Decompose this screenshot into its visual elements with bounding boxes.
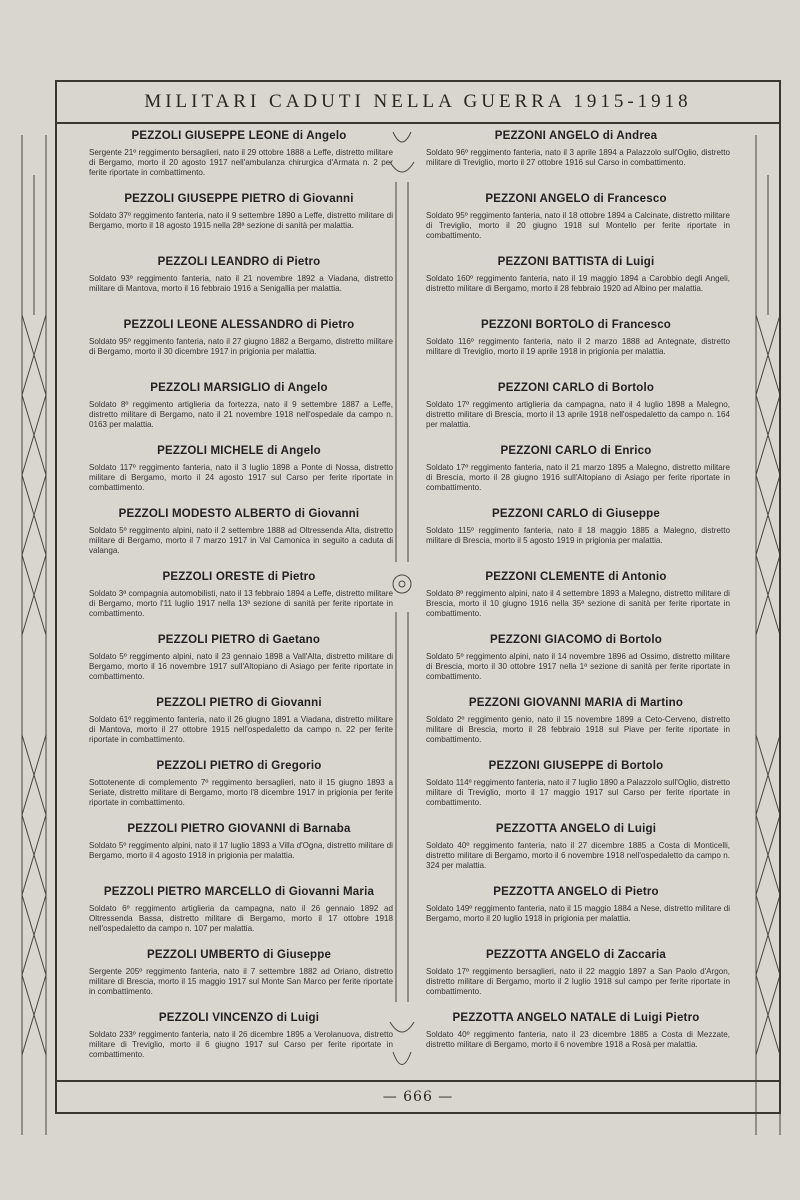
entry [85,193,393,256]
entry [85,130,393,193]
footer-band [57,1080,779,1112]
entry-name: PEZZOTTA ANGELO di Pietro [493,886,659,898]
page-frame [55,80,781,1114]
entry [422,823,730,886]
entry-name: PEZZONI BATTISTA di Luigi [497,256,655,268]
entry-text: Sergente 205º reggimento fanteria, nato il 7 settembre 1882 ad Oriano, distretto militare di Brescia, morto il 15 maggio 1917 sul Monte San Marco per ferite riportate in combattimento. [89,967,393,996]
entry-text: Soldato 17º reggimento artiglieria da campagna, nato il 4 luglio 1898 a Malegno, distretto militare di Brescia, morto il 13 aprile 1918 nell'ospedaletto da campo n. 164 per malattia. [426,400,730,429]
entry-name: PEZZONI GIOVANNI MARIA di Martino [468,697,684,709]
entry-name: PEZZOLI PIETRO di Gaetano [157,634,321,646]
entry [85,634,393,697]
entry-name: PEZZOLI LEANDRO di Pietro [157,256,321,268]
entry-text: Soldato 2º reggimento genio, nato il 15 novembre 1899 a Ceto-Cerveno, distretto militare di Brescia, morto il 28 febbraio 1918 sul Piave per ferite riportate in combattimento. [426,715,730,744]
entry-text: Soldato 95º reggimento fanteria, nato il 27 giugno 1882 a Bergamo, distretto militare di Bergamo, morto il 30 dicembre 1917 in prigionia per malattia. [89,337,393,356]
entry [422,949,730,1012]
entry-text: Soldato 8º reggimento artiglieria da fortezza, nato il 9 settembre 1887 a Leffe, distretto militare di Bergamo, nato il 21 novembre 1918 nell'ospedale da campo n. 0163 per malattia. [89,400,393,429]
entry [422,256,730,319]
page-number: — 666 — [382,1089,454,1105]
entry [422,382,730,445]
entry-name: PEZZOTTA ANGELO NATALE di Luigi Pietro [452,1012,700,1024]
header-band [57,82,779,124]
entry-text: Soldato 40º reggimento fanteria, nato il 23 dicembre 1885 a Costa di Mezzate, distretto militare di Bergamo, morto il 6 novembre 1918 a Rosà per malattia. [426,1030,730,1049]
entry-text: Soldato 115º reggimento fanteria, nato il 18 maggio 1885 a Malegno, distretto militare di Brescia, morto il 5 agosto 1919 in prigionia per malattia. [426,526,730,545]
entry-text: Soldato 6º reggimento artiglieria da campagna, nato il 26 gennaio 1892 ad Oltressenda Bassa, distretto militare di Bergamo, morto il 17 ottobre 1918 nell'ospedaletto da campo n. 107 per malattia. [89,904,393,933]
entry-name: PEZZOLI ORESTE di Pietro [162,571,316,583]
entry-name: PEZZOLI PIETRO GIOVANNI di Barnaba [127,823,351,835]
entry-text: Soldato 114º reggimento fanteria, nato il 7 luglio 1890 a Palazzolo sull'Oglio, distretto militare di Treviglio, morto il 17 maggio 1917 sul Carso per ferite riportate in combattimento. [426,778,731,807]
entry-text: Soldato 17º reggimento bersaglieri, nato il 22 maggio 1897 a San Paolo d'Argon, distretto militare di Bergamo, morto il 2 luglio 1918 sul campo per ferite riportate in combattimento. [426,967,730,996]
entry-text: Soldato 40º reggimento fanteria, nato il 27 dicembre 1885 a Costa di Monticelli, distretto militare di Bergamo, morto il 6 novembre 1918 nell'ospedaletto da campo n. 324 per malattia. [426,841,730,870]
left-border-ornament [14,135,54,1135]
entry-name: PEZZOLI MICHELE di Angelo [157,445,321,457]
entry-text: Soldato 17º reggimento fanteria, nato il 21 marzo 1895 a Malegno, distretto militare di Brescia, morto il 28 giugno 1916 sull'Altopiano di Asiago per ferite riportate in combattimento. [426,463,730,492]
entry-text: Soldato 117º reggimento fanteria, nato il 3 luglio 1898 a Ponte di Nossa, distretto militare di Bergamo, morto il 24 agosto 1917 sul Carso per ferite riportate in combattimento. [89,463,393,492]
entry-text: Soldato 160º reggimento fanteria, nato il 19 maggio 1894 a Carobbio degli Angeli, distretto militare di Bergamo, morto il 28 febbraio 1920 ad Albino per malattia. [426,274,730,293]
entry-text: Soldato 3ª compagnia automobilisti, nato il 13 febbraio 1894 a Leffe, distretto militare di Bergamo, morto l'11 luglio 1917 nella 13ª sezione di sanità per ferite riportate in combattimento. [89,589,393,618]
entry [85,319,393,382]
entry-name: PEZZOLI GIUSEPPE PIETRO di Giovanni [124,193,354,205]
entry [85,382,393,445]
entry [85,886,393,949]
entry-text: Soldato 37º reggimento fanteria, nato il 9 settembre 1890 a Leffe, distretto militare di Bergamo, morto il 18 agosto 1915 nella 28ª sezione di sanità per malattia. [89,211,393,230]
entry [85,1012,393,1075]
entry-name: PEZZOLI PIETRO di Gregorio [156,760,322,772]
entry-text: Soldato 233º reggimento fanteria, nato il 26 dicembre 1895 a Verolanuova, distretto militare di Treviglio, morto il 6 giugno 1917 sul Carso per ferite riportate in combattimento. [89,1030,393,1059]
center-column-ornament [387,122,417,1102]
entry-name: PEZZOLI UMBERTO di Giuseppe [146,949,332,961]
entry-name: PEZZONI CARLO di Bortolo [497,382,655,394]
entry-name: PEZZONI ANGELO di Andrea [494,130,658,142]
entry-text: Soldato 61º reggimento fanteria, nato il 26 giugno 1891 a Viadana, distretto militare di Mantova, morto il 27 ottobre 1915 nell'ospedaletto da campo n. 22 per ferite riportate in combattimento. [89,715,393,744]
entry-name: PEZZOLI PIETRO MARCELLO di Giovanni Maria [103,886,375,898]
entry-name: PEZZONI GIACOMO di Bortolo [490,634,662,646]
entry-text: Soldato 149º reggimento fanteria, nato il 15 maggio 1884 a Nese, distretto militare di Bergamo, morto il 20 luglio 1918 in prigionia per malattia. [426,904,730,923]
entry [85,823,393,886]
entry [422,508,730,571]
entry [85,571,393,634]
entry-name: PEZZOTTA ANGELO di Zaccaria [485,949,667,961]
entry-text: Soldato 5º reggimento alpini, nato il 17 luglio 1893 a Villa d'Ogna, distretto militare di Bergamo, morto il 4 agosto 1918 in prigionia per malattia. [89,841,393,860]
entry [422,697,730,760]
entry-name: PEZZONI CARLO di Enrico [500,445,652,457]
entry [422,445,730,508]
entry-name: PEZZONI GIUSEPPE di Bortolo [488,760,664,772]
entry [85,697,393,760]
entry-text: Sottotenente di complemento 7º reggimento bersaglieri, nato il 15 giugno 1893 a Seriate, distretto militare di Bergamo, morto l'8 dicembre 1917 in prigionia per ferite riportate in combattimento. [89,778,393,807]
entry-name: PEZZOLI VINCENZO di Luigi [158,1012,320,1024]
entry-name: PEZZONI BORTOLO di Francesco [480,319,672,331]
entry-name: PEZZONI ANGELO di Francesco [485,193,667,205]
entry [85,445,393,508]
entry-text: Soldato 95º reggimento fanteria, nato il 18 ottobre 1894 a Calcinate, distretto militare di Treviglio, morto il 20 giugno 1918 sul Montello per ferite riportate in combattimento. [426,211,730,240]
entry-name: PEZZONI CARLO di Giuseppe [492,508,660,520]
right-column [422,130,730,1075]
entry-text: Soldato 5º reggimento alpini, nato il 2 settembre 1888 ad Oltressenda Alta, distretto militare di Bergamo, morto il 7 marzo 1917 in Val Camonica in seguito a caduta di valanga. [89,526,393,555]
entry-name: PEZZOLI MODESTO ALBERTO di Giovanni [118,508,360,520]
entry [85,949,393,1012]
entry [422,319,730,382]
entry [422,886,730,949]
entry [422,760,730,823]
entry [422,130,730,193]
entry-text: Soldato 116º reggimento fanteria, nato il 2 marzo 1888 ad Antegnate, distretto militare di Treviglio, morto il 19 aprile 1918 in prigionia per malattia. [426,337,730,356]
entry-name: PEZZOLI GIUSEPPE LEONE di Angelo [131,130,347,142]
entry-text: Soldato 93º reggimento fanteria, nato il 21 novembre 1892 a Viadana, distretto militare di Mantova, morto il 16 febbraio 1916 a Senigallia per malattia. [89,274,393,293]
entry-name: PEZZOTTA ANGELO di Luigi [495,823,657,835]
entry [85,760,393,823]
left-column [85,130,393,1075]
entry [422,193,730,256]
entry-text: Sergente 21º reggimento bersaglieri, nato il 29 ottobre 1888 a Leffe, distretto militare di Bergamo, morto il 20 agosto 1917 nell'ambulanza chirurgica d'Armata n. 2 per ferite riportate in combattimento. [89,148,393,177]
entry [422,634,730,697]
entry-name: PEZZOLI MARSIGLIO di Angelo [150,382,328,394]
entry-text: Soldato 5º reggimento alpini, nato il 14 novembre 1896 ad Ossimo, distretto militare di Brescia, morto il 30 ottobre 1917 nella 1ª sezione di sanità per ferite riportate in combattimento. [426,652,730,681]
entry-name: PEZZOLI PIETRO di Giovanni [156,697,322,709]
entry-name: PEZZOLI LEONE ALESSANDRO di Pietro [123,319,355,331]
entry [422,1012,730,1075]
entry-text: Soldato 5º reggimento alpini, nato il 23 gennaio 1898 a Vall'Alta, distretto militare di Bergamo, morto il 16 novembre 1917 sull'Altopiano di Asiago per ferite riportate in combattimento. [89,652,393,681]
entry [422,571,730,634]
entry [85,256,393,319]
entry [85,508,393,571]
page-title: MILITARI CADUTI NELLA GUERRA 1915-1918 [144,91,692,112]
entry-text: Soldato 96º reggimento fanteria, nato il 3 aprile 1894 a Palazzolo sull'Oglio, distretto militare di Treviglio, morto il 27 ottobre 1916 sul Carso in combattimento. [426,148,730,167]
entry-text: Soldato 8º reggimento alpini, nato il 4 settembre 1893 a Malegno, distretto militare di Brescia, morto il 10 giugno 1916 nella 35ª sezione di sanità per ferite riportate in combattimento. [426,589,730,618]
entry-name: PEZZONI CLEMENTE di Antonio [485,571,667,583]
